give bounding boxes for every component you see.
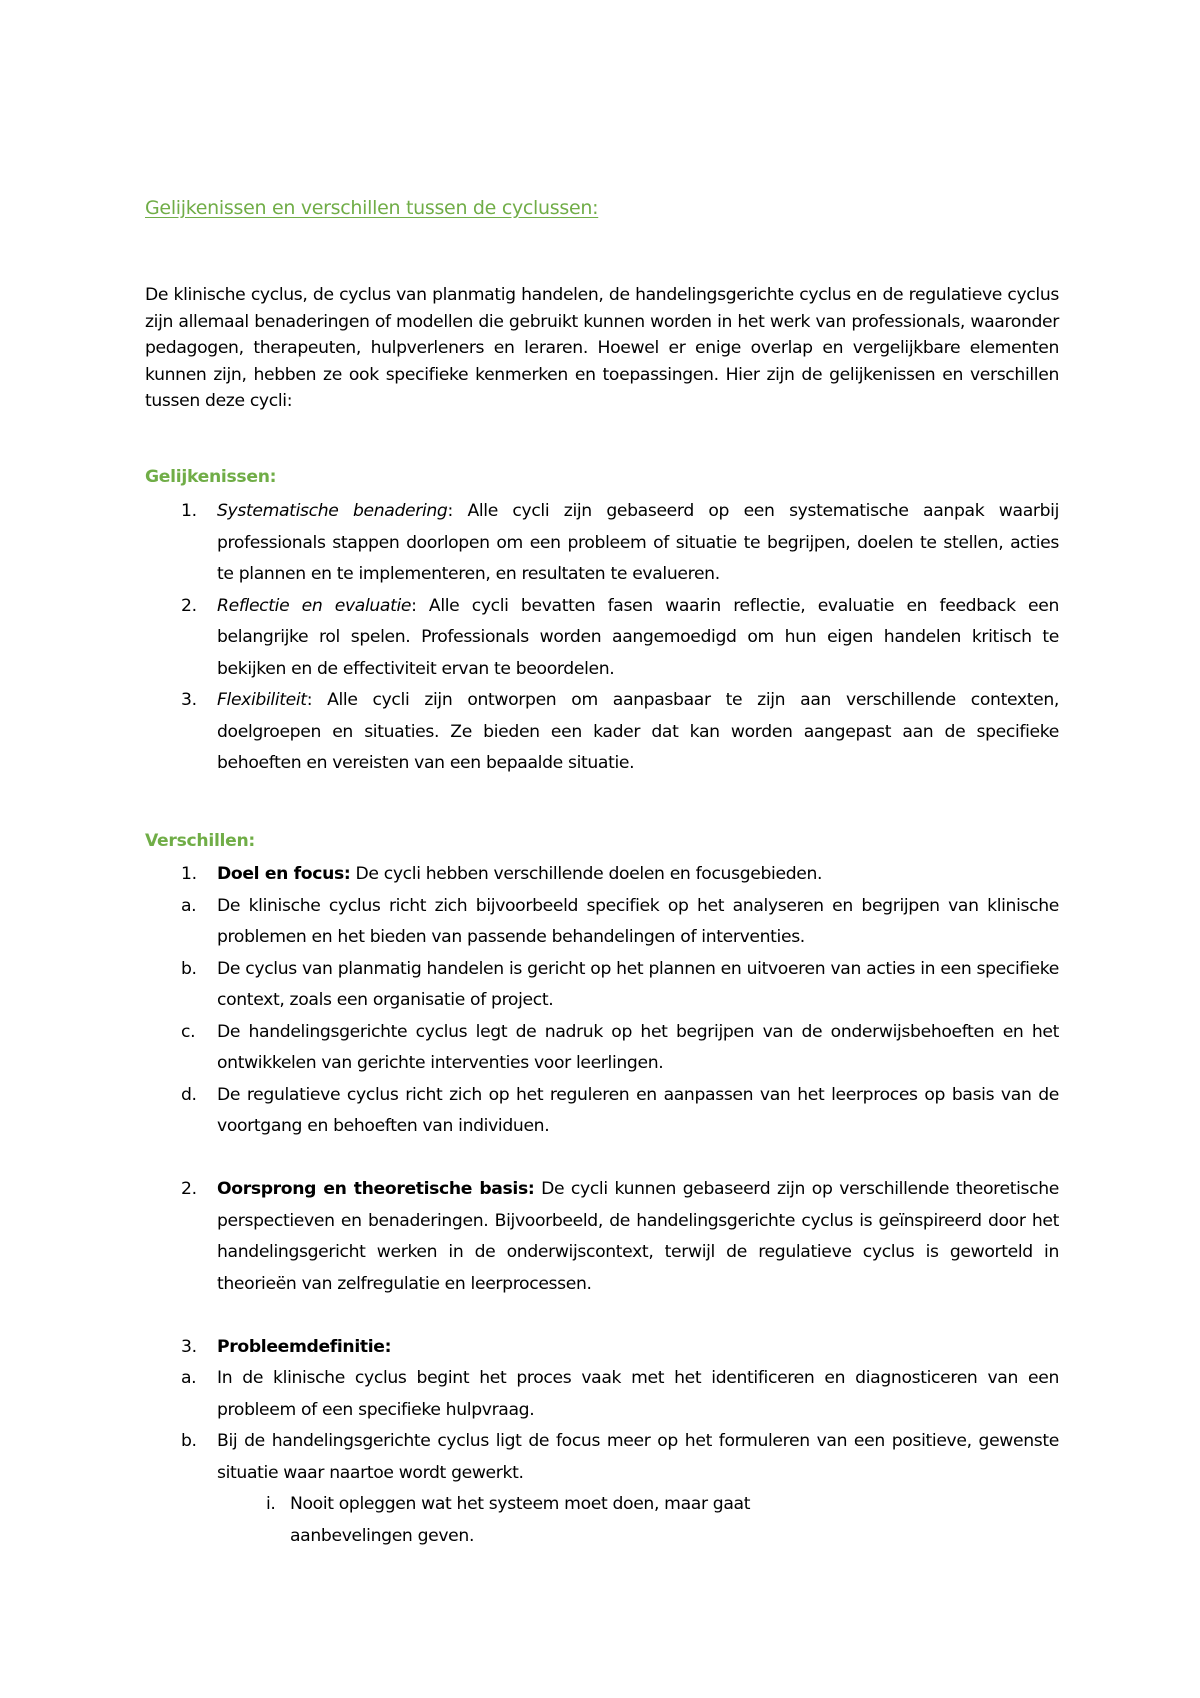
sub-list-letter: d. xyxy=(181,1084,197,1105)
item-text: De cycli hebben verschillende doelen en focusgebieden. xyxy=(350,864,823,884)
list-number: 2. xyxy=(181,1179,197,1199)
list-number: 3. xyxy=(181,1336,197,1357)
sub-item-text: In de klinische cyclus begint het proces vaak met het identificeren en diagnosticeren van een probleem of een specifieke hulpvraag. xyxy=(217,1368,1059,1420)
item-term: Flexibiliteit xyxy=(217,690,307,710)
sub-list-item xyxy=(145,954,1059,1017)
sub-item-text: De klinische cyclus richt zich bijvoorbeeld specifiek op het analyseren en begrijpen van klinische problemen en het bieden van passende behandelingen of interventies. xyxy=(217,895,1059,947)
list-item xyxy=(145,591,1059,686)
sub-list-letter: c. xyxy=(181,1021,196,1042)
item-term: Doel en focus: xyxy=(217,864,351,884)
list-item xyxy=(145,1174,1059,1300)
sub-list-letter: a. xyxy=(181,1368,197,1388)
item-separator: : xyxy=(411,595,417,616)
sub-list-item xyxy=(145,891,1059,954)
sub-item-text: De cyclus van planmatig handelen is gericht op het plannen en uitvoeren van acties in een specifieke context, zoals een organisatie of project. xyxy=(217,958,1059,1010)
intro-paragraph: De klinische cyclus, de cyclus van planmatig handelen, de handelingsgerichte cyclus en de regulatieve cyclus zijn allemaal benaderingen of modellen die gebruikt kunnen worden in het werk van professionals, waaronder pedagogen, therapeuten, hulpverleners en leraren. Hoewel er enige overlap en vergelijkbare elementen kunnen zijn, hebben ze ook specifieke kenmerken en toepassingen. Hier zijn de gelijkenissen en verschillen tussen deze cycli: xyxy=(145,285,1059,412)
list-item xyxy=(145,859,1059,1143)
differences-heading: Verschillen: xyxy=(145,831,255,851)
item-text: Alle cycli zijn ontworpen om aanpasbaar te zijn aan verschillende contexten, doelgroepen en situaties. Ze bieden een kader dat kan worden aangepast aan de specifieke behoeften en vereisten van een bepaalde situatie. xyxy=(217,690,1059,773)
item-text: Alle cycli bevatten fasen waarin reflectie, evaluatie en feedback een belangrijke rol spelen. Professionals worden aangemoedigd om hun eigen handelen kritisch te bekijken en de effectiviteit ervan te beoordelen. xyxy=(217,595,1059,679)
document-page xyxy=(145,0,1059,1698)
sub-sub-list-numeral: i. xyxy=(266,1494,276,1514)
sub-item-text: De regulatieve cyclus richt zich op het reguleren en aanpassen van het leerproces op basis van de voortgang en behoeften van individuen. xyxy=(217,1084,1059,1136)
item-term: Probleemdefinitie: xyxy=(217,1336,392,1357)
sub-list-letter: a. xyxy=(181,895,197,916)
sub-sub-item-text: Nooit opleggen wat het systeem moet doen, maar gaat aanbevelingen geven. xyxy=(290,1494,751,1546)
sub-list-item xyxy=(145,1017,1059,1080)
differences-list xyxy=(145,859,1059,1552)
list-number: 3. xyxy=(181,690,197,710)
sub-list-item xyxy=(145,1426,1059,1552)
similarities-list xyxy=(145,496,1059,780)
item-text: Alle cycli zijn gebaseerd op een systematische aanpak waarbij professionals stappen doorlopen om een probleem of situatie te begrijpen, doelen te stellen, acties te plannen en te implementeren, en resultaten te evalueren. xyxy=(217,501,1059,584)
item-term: Systematische benadering xyxy=(217,501,448,521)
item-separator: : xyxy=(447,501,453,521)
list-number: 1. xyxy=(181,864,197,884)
sub-list-item xyxy=(145,1363,1059,1426)
list-number: 1. xyxy=(181,501,197,521)
sub-list-letter: b. xyxy=(181,1431,197,1451)
item-separator: : xyxy=(306,690,313,710)
sub-list-letter: b. xyxy=(181,958,197,979)
sub-item-text: De handelingsgerichte cyclus legt de nadruk op het begrijpen van de onderwijsbehoeften en het ontwikkelen van gerichte interventies voor leerlingen. xyxy=(217,1021,1059,1073)
list-number: 2. xyxy=(181,595,197,616)
similarities-heading: Gelijkenissen: xyxy=(145,467,277,487)
sub-sub-list xyxy=(217,1489,1059,1552)
sub-list-item xyxy=(145,1080,1059,1143)
sub-list xyxy=(145,891,1059,1143)
list-item xyxy=(145,496,1059,591)
item-term: Oorsprong en theoretische basis: xyxy=(217,1179,535,1199)
list-item xyxy=(145,685,1059,780)
item-text: De cycli kunnen gebaseerd zijn op verschillende theoretische perspectieven en benaderingen. Bijvoorbeeld, de handelingsgerichte cyclus is geïnspireerd door het handelingsgericht werken in de onderwijscontext, terwijl de regulatieve cyclus is geworteld in theorieën van zelfregulatie en leerprocessen. xyxy=(217,1179,1059,1294)
document-title: Gelijkenissen en verschillen tussen de cyclussen: xyxy=(145,197,599,219)
sub-item-text: Bij de handelingsgerichte cyclus ligt de focus meer op het formuleren van een positieve, gewenste situatie waar naartoe wordt gewerkt. xyxy=(217,1431,1059,1483)
sub-sub-list-item xyxy=(217,1489,852,1552)
sub-list xyxy=(145,1363,1059,1552)
item-term: Reflectie en evaluatie xyxy=(217,595,412,616)
list-item xyxy=(145,1332,1059,1553)
